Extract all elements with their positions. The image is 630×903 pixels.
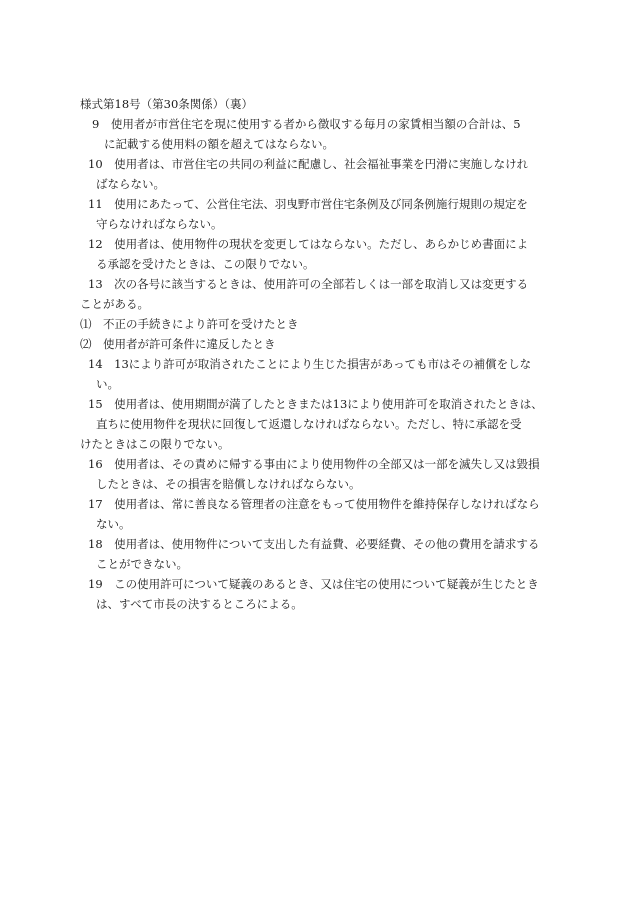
clause-12-line-1: 12 使用者は、使用物件の現状を変更してはならない。ただし、あらかじめ書面によ xyxy=(88,237,529,251)
clause-13-line-2: ことがある。 xyxy=(80,297,149,311)
clause-16-line-2: したときは、その損害を賠償しなければならない。 xyxy=(96,477,361,491)
clause-19-line-1: 19 この使用許可について疑義のあるとき、又は住宅の使用について疑義が生じたとき xyxy=(88,577,539,591)
clause-18-line-2: ことができない。 xyxy=(96,557,188,571)
form-title: 様式第18号（第30条関係）（裏） xyxy=(80,97,254,111)
clause-14-line-1: 14 13により許可が取消されたことにより生じた損害があっても市はその補償をしな xyxy=(88,357,532,371)
clause-15-line-2: 直ちに使用物件を現状に回復して返還しなければならない。ただし、特に承認を受 xyxy=(96,417,522,431)
clause-18-line-1: 18 使用者は、使用物件について支出した有益費、必要経費、その他の費用を請求する xyxy=(88,537,540,551)
clause-15-line-1: 15 使用者は、使用期間が満了したときまたは13により使用許可を取消されたときは、 xyxy=(88,397,543,411)
clause-14-line-2: い。 xyxy=(96,377,119,391)
document-body xyxy=(80,94,555,614)
clause-10-line-1: 10 使用者は、市営住宅の共同の利益に配慮し、社会福祉事業を円滑に実施しなけれ xyxy=(88,157,529,171)
clause-16-line-1: 16 使用者は、その責めに帰する事由により使用物件の全部又は一部を滅失し又は毀損 xyxy=(88,457,540,471)
clause-12-line-2: る承認を受けたときは、この限りでない。 xyxy=(96,257,315,271)
clause-9-line-1: 9 使用者が市営住宅を現に使用する者から徴収する毎月の家賃相当額の合計は、5 xyxy=(92,117,521,131)
clause-13-line-1: 13 次の各号に該当するときは、使用許可の全部若しくは一部を取消し又は変更する xyxy=(88,277,529,291)
clause-11-line-1: 11 使用にあたって、公営住宅法、羽曳野市営住宅条例及び同条例施行規則の規定を xyxy=(88,197,528,211)
clause-13-item-1: ⑴ 不正の手続きにより許可を受けたとき xyxy=(80,317,299,331)
clause-17-line-1: 17 使用者は、常に善良なる管理者の注意をもって使用物件を維持保存しなければなら xyxy=(88,497,540,511)
clause-11-line-2: 守らなければならない。 xyxy=(96,217,223,231)
clause-17-line-2: ない。 xyxy=(96,517,131,531)
clause-13-item-2: ⑵ 使用者が許可条件に違反したとき xyxy=(80,337,276,351)
clause-10-line-2: ばならない。 xyxy=(96,177,165,191)
clause-19-line-2: は、すべて市長の決するところによる。 xyxy=(96,597,303,611)
clause-15-line-3: けたときはこの限りでない。 xyxy=(80,437,230,451)
clause-9-line-2: に記載する使用料の額を超えてはならない。 xyxy=(104,137,334,151)
